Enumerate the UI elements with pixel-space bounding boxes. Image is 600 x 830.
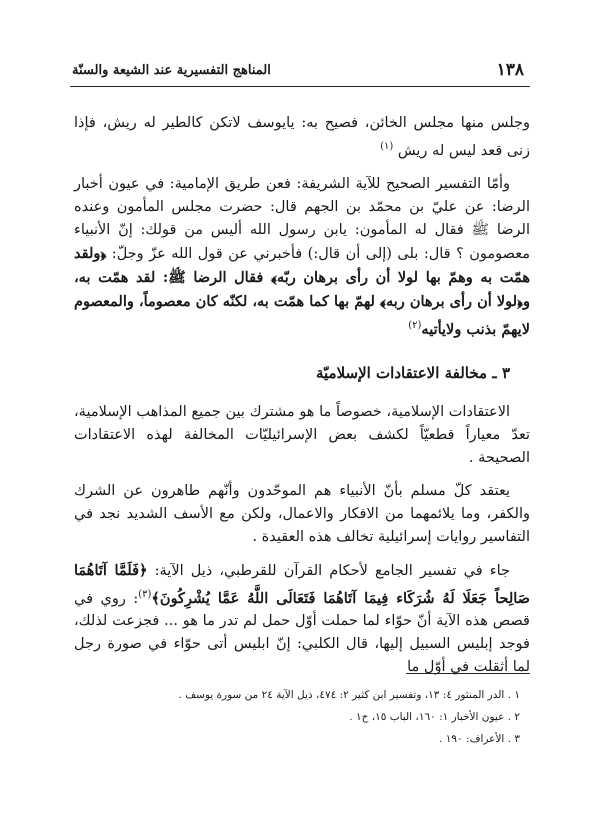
footnote-2: ٢ . عيون الأخبار ١: ١٦٠، الباب ١٥، ح١ . xyxy=(349,711,520,723)
paragraph-4: يعتقد كلّ مسلم بأنّ الأنبياء هم الموحّدون وأنّهم طاهرون عن الشرك والكفر، وما يلائمهما من الافكار والاعمال، ولكن مع الأسف الشديد نجد في التفاسير روايات إسرائيلية تخالف هذه العقيدة . xyxy=(74,482,530,545)
main-text xyxy=(74,112,530,679)
paragraph-2-quote: ﴿ولقد همّت به وهمّ بها لولا أن رأى برهان ربّه﴾ فقال الرضا ﷺ: لقد همّت به، و﴿لولا أن رأى برهان ربه﴾ لهمّ بها كما همّت به، لكنّه كان معصوماً، والمعصوم لايهمّ بذنب ولايأتيه xyxy=(74,244,530,338)
footnote-ref-3: (٣) xyxy=(138,588,152,600)
running-header-title: المناهج التفسيرية عند الشيعة والسنّة xyxy=(72,63,271,78)
footnote-3: ٣ . الأعراف: ١٩٠ . xyxy=(439,733,520,745)
paragraph-1-text: وجلس منها مجلس الخائن، فصيح به: يايوسف لاتكن كالطير له ريش، فإذا زنى قعد ليس له ريش xyxy=(74,115,530,159)
footnotes xyxy=(80,688,520,754)
footnote-rule xyxy=(406,673,530,674)
paragraph-2-text: وأمّا التفسير الصحيح للآية الشريفة: فعن طريق الإمامية: في عيون أخبار الرضا: عن عليّ بن محمّد بن الجهم قال: حضرت مجلس المأمون وعنده الرضا ﷺ فقال له المأمون: يابن رسول الله أليس من قولك: إنّ الأنبياء معصومون ؟ قال: بلى (إلى أن قال:) فأخبرني عن قول الله عزّ وجلّ: xyxy=(74,175,530,262)
footnote-ref-2: (٢) xyxy=(408,319,422,331)
header-rule xyxy=(70,86,530,87)
paragraph-5-text: : روي في قصص هذه الآية أنّ حوّاء لما حملت أوّل حمل لم تدر ما هو ... فجزعت لذلك، فوجد إبليس السبيل إليها، قال الكلبي: إنّ ابليس أتى حوّاء في صورة رجل لما أثقلت في أوّل ما xyxy=(74,590,530,676)
paragraph-2 xyxy=(74,173,530,342)
paragraph-5-intro: جاء في تفسير الجامع لأحكام القرآن للقرطبي، ذيل الآية: xyxy=(147,562,510,579)
section-heading: ٣ ـ مخالفة الاعتقادات الإسلاميّة xyxy=(315,363,510,382)
paragraph-5 xyxy=(74,559,530,680)
footnote-ref-1: (١) xyxy=(380,141,394,152)
quran-verse: ﴿فَلَمَّا آتَاهُمَا صَالِحاً جَعَلَا لَهُ شُرَكَاء فِيمَا آتَاهُمَا فَتَعَالَى اللَّهُ عَمَّا يُشْرِكُونَ﴾ xyxy=(74,561,530,607)
paragraph-3: الاعتقادات الإسلامية، خصوصاً ما هو مشترك بين جميع المذاهب الإسلامية، تعدّ معياراً قطعيّاً لكشف بعض الإسرائيليّات المخالفة لهذه الاعتقادات الصحيحة . xyxy=(74,403,530,466)
paragraph-1 xyxy=(74,112,530,163)
page-number: ١٣٨ xyxy=(496,60,524,80)
footnote-1: ١ . الدر المنثور ٤: ١٣، وتفسير ابن كثير ٢: ٤٧٤، ذيل الآية ٢٤ من سورة يوسف . xyxy=(178,689,520,701)
